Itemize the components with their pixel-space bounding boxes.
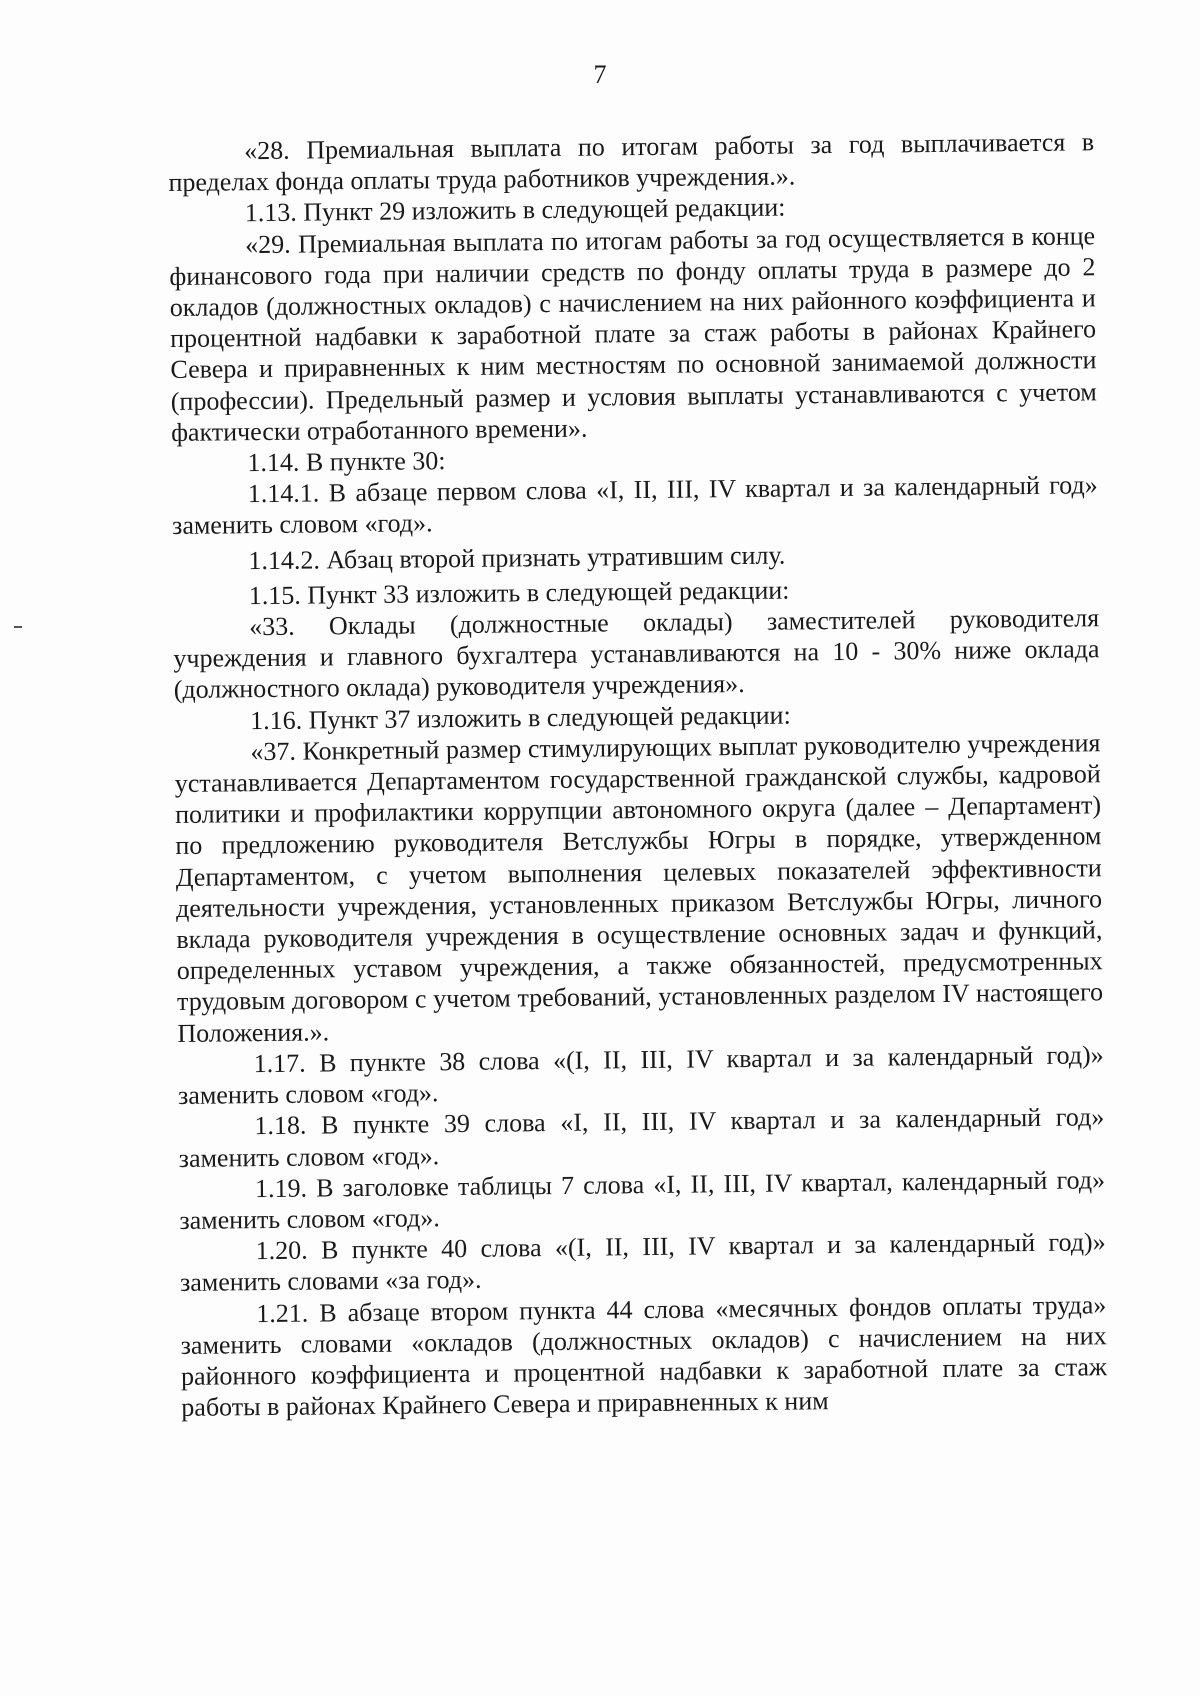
paragraph-1-14: 1.14. В пункте 30: (247, 446, 446, 478)
paragraph-1-17: 1.17. В пункте 38 слова «(I, II, III, IV квартал и за календарный год)» заменить словом «год». (177, 1040, 1104, 1111)
paragraph-1-14-1: 1.14.1. В абзаце первом слова «I, II, III, IV квартал и за календарный год» заменить словом «год». (171, 470, 1098, 541)
document-body (168, 126, 1107, 1423)
paragraph-33-text: «33. Оклады (должностные оклады) заместителей руководителя учреждения и главного бухгалтера устанавливаются на 10 - 30% ниже оклада (должностного оклада) руководителя учреждения». (173, 603, 1100, 705)
paragraph-37-text: «37. Конкретный размер стимулирующих выплат руководителю учреждения устанавливается Департаментом государственной гражданской службы, кадровой политики и профилактики коррупции автономного округа (далее – Департамент) по предложению руководителя Ветслужбы Югры в порядке, утвержденном Департаментом, с учетом выполнения целевых показателей эффективности деятельности учреждения, установленных приказом Ветслужбы Югры, личного вклада руководителя учреждения в осуществление основных задач и функций, определенных уставом учреждения, а также обязанностей, предусмотренных трудовым договором с учетом требований, установленных разделом IV настоящего Положения.». (174, 728, 1104, 1048)
paragraph-1-16: 1.16. Пункт 37 изложить в следующей редакции: (249, 700, 791, 735)
paragraph-1-18: 1.18. В пункте 39 слова «I, II, III, IV квартал и за календарный год» заменить словом «год». (178, 1102, 1105, 1173)
paragraph-28-text: «28. Премиальная выплата по итогам работы за год выплачивается в пределах фонда оплаты труда работников учреждения.». (168, 127, 1095, 198)
paragraph-29-text: «29. Премиальная выплата по итогам работы за год осуществляется в конце финансового года при наличии средств по фонду оплаты труда в размере до 2 окладов (должностных окладов) с начислением на них районного коэффициента и процентной надбавки к заработной плате за стаж работы в районах Крайнего Севера и приравненных к ним местностям по основной занимаемой должности (профессии). Предельный размер и условия выплаты устанавливаются с учетом фактически отработанного времени». (169, 220, 1097, 447)
paragraph-1-19: 1.19. В заголовке таблицы 7 слова «I, II, III, IV квартал, календарный год» заменить словом «год». (179, 1164, 1106, 1235)
margin-mark (14, 626, 22, 628)
paragraph-1-20: 1.20. В пункте 40 слова «(I, II, III, IV квартал и за календарный год)» заменить словами «за год». (179, 1227, 1106, 1298)
page-number: 7 (593, 60, 607, 89)
paragraph-1-15: 1.15. Пункт 33 изложить в следующей редакции: (248, 575, 790, 611)
paragraph-1-21: 1.21. В абзаце втором пункта 44 слова «месячных фондов оплаты труда» заменить словами «окладов (должностных окладов) с начислением на них районного коэффициента и процентной надбавки к заработной плате за стаж работы в районах Крайнего Севера и приравненных к ним (180, 1289, 1108, 1423)
paragraph-1-13: 1.13. Пункт 29 изложить в следующей редакции: (244, 192, 786, 228)
paragraph-1-14-2: 1.14.2. Абзац второй признать утратившим силу. (248, 540, 786, 575)
